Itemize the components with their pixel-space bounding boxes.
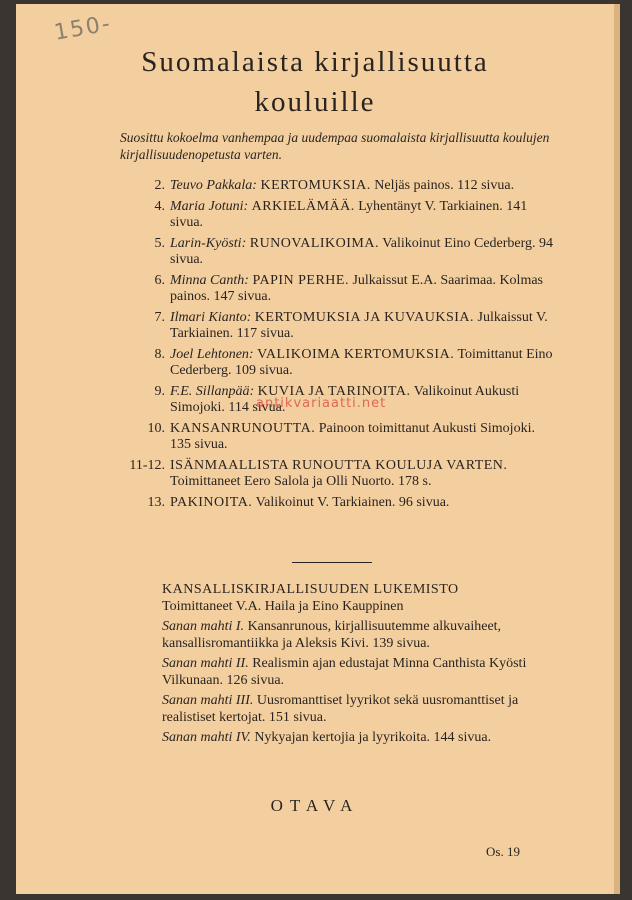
publisher-name: OTAVA bbox=[270, 796, 360, 815]
back-cover bbox=[16, 4, 617, 894]
book-details: Painoon toimittanut Aukusti Simojoki. 135 sivua. bbox=[170, 420, 535, 452]
book-item bbox=[116, 178, 556, 195]
book-details: Julkaissut E.A. Saarimaa. Kolmas painos. 147 sivua. bbox=[170, 272, 543, 304]
series-editors: Toimittaneet V.A. Haila ja Eino Kauppinen bbox=[162, 598, 404, 614]
volume-name: Sanan mahti III. bbox=[162, 693, 254, 708]
volume-text: Nykyajan kertojia ja lyyrikoita. 144 sivua. bbox=[254, 730, 492, 745]
book-title: KUVIA JA TARINOITA. bbox=[257, 383, 411, 399]
book-item bbox=[116, 273, 556, 306]
series-title: KANSALLISKIRJALLISUUDEN LUKEMISTO bbox=[162, 582, 459, 597]
book-title: ARKIELÄMÄÄ. bbox=[251, 198, 355, 214]
book-item bbox=[116, 495, 556, 512]
watermark: antikvariaatti.net bbox=[256, 396, 387, 411]
book-title: VALIKOIMA KERTOMUKSIA. bbox=[257, 346, 455, 362]
book-author: Larin-Kyösti: bbox=[170, 235, 247, 251]
book-details: Toimittanut Eino Cederberg. 109 sivua. bbox=[170, 346, 553, 378]
book-title: KANSANRUNOUTTA. bbox=[170, 420, 316, 436]
book-item bbox=[116, 199, 556, 232]
book-details: Valikoinut Eino Cederberg. 94 sivua. bbox=[170, 235, 554, 267]
volume-item bbox=[162, 619, 558, 652]
catalog-code: Os. 19 bbox=[486, 844, 520, 859]
book-item bbox=[116, 421, 556, 454]
book-number: 7. bbox=[154, 309, 165, 325]
book-details: Julkaissut V. Tarkiainen. 117 sivua. bbox=[170, 309, 548, 341]
book-title: PAPIN PERHE. bbox=[252, 272, 349, 288]
book-number: 9. bbox=[154, 383, 165, 399]
divider bbox=[292, 562, 372, 563]
book-item bbox=[116, 458, 556, 491]
book-item bbox=[116, 347, 556, 380]
cover-title bbox=[16, 42, 614, 122]
pencil-price-note: 150- bbox=[52, 11, 114, 46]
book-author: Minna Canth: bbox=[170, 272, 249, 288]
book-title: KERTOMUKSIA JA KUVAUKSIA. bbox=[254, 309, 475, 325]
book-number: 13. bbox=[147, 494, 165, 510]
book-details: Toimittaneet Eero Salola ja Olli Nuorto. 178 s. bbox=[170, 474, 432, 489]
book-number: 11-12. bbox=[129, 457, 165, 473]
book-author: Ilmari Kianto: bbox=[170, 309, 252, 325]
book-number: 10. bbox=[147, 420, 165, 436]
book-number: 2. bbox=[154, 178, 165, 193]
book-details: Valikoinut V. Tarkiainen. 96 sivua. bbox=[255, 494, 450, 510]
book-item bbox=[116, 236, 556, 269]
book-title: RUNOVALIKOIMA. bbox=[249, 235, 379, 251]
book-number: 5. bbox=[154, 235, 165, 251]
book-author: F.E. Sillanpää: bbox=[170, 383, 255, 399]
book-title: PAKINOITA. bbox=[170, 494, 253, 510]
volume-item bbox=[162, 693, 558, 726]
book-details: Neljäs painos. 112 sivua. bbox=[374, 178, 515, 193]
book-item bbox=[116, 310, 556, 343]
volume-item bbox=[162, 656, 558, 689]
book-author: Teuvo Pakkala: bbox=[170, 178, 257, 193]
volume-list bbox=[162, 619, 558, 747]
book-title: ISÄNMAALLISTA RUNOUTTA KOULUJA VARTEN. bbox=[170, 457, 508, 473]
book-title: KERTOMUKSIA. bbox=[260, 178, 371, 193]
volume-name: Sanan mahti IV. bbox=[162, 730, 251, 745]
book-details: Lyhentänyt V. Tarkiainen. 141 sivua. bbox=[170, 198, 528, 230]
volume-item bbox=[162, 730, 558, 747]
title-line-2: kouluille bbox=[254, 86, 376, 118]
series-block bbox=[162, 582, 558, 747]
volume-text: Uusromanttiset lyyrikot sekä uusromanttiset ja realistiset kertojat. 151 sivua. bbox=[162, 693, 519, 725]
book-number: 6. bbox=[154, 272, 165, 288]
intro-text: Suosittu kokoelma vanhempaa ja uudempaa suomalaista kirjallisuutta koulujen kirjallisuudenopetusta varten. bbox=[120, 130, 550, 162]
book-details: Valikoinut Aukusti Simojoki. 114 sivua. bbox=[170, 383, 520, 415]
volume-name: Sanan mahti II. bbox=[162, 656, 249, 671]
title-line-1: Suomalaista kirjallisuutta bbox=[141, 46, 489, 78]
book-author: Joel Lehtonen: bbox=[170, 346, 254, 362]
volume-name: Sanan mahti I. bbox=[162, 619, 245, 634]
book-number: 8. bbox=[154, 346, 165, 362]
volume-text: Kansanrunous, kirjallisuutemme alkuvaiheet, kansallisromantiikka ja Aleksis Kivi. 139 sivua. bbox=[162, 619, 502, 651]
book-list bbox=[116, 178, 556, 515]
book-author: Maria Jotuni: bbox=[170, 198, 249, 214]
volume-text: Realismin ajan edustajat Minna Canthista Kyösti Vilkunaan. 126 sivua. bbox=[162, 656, 527, 688]
book-number: 4. bbox=[154, 198, 165, 214]
